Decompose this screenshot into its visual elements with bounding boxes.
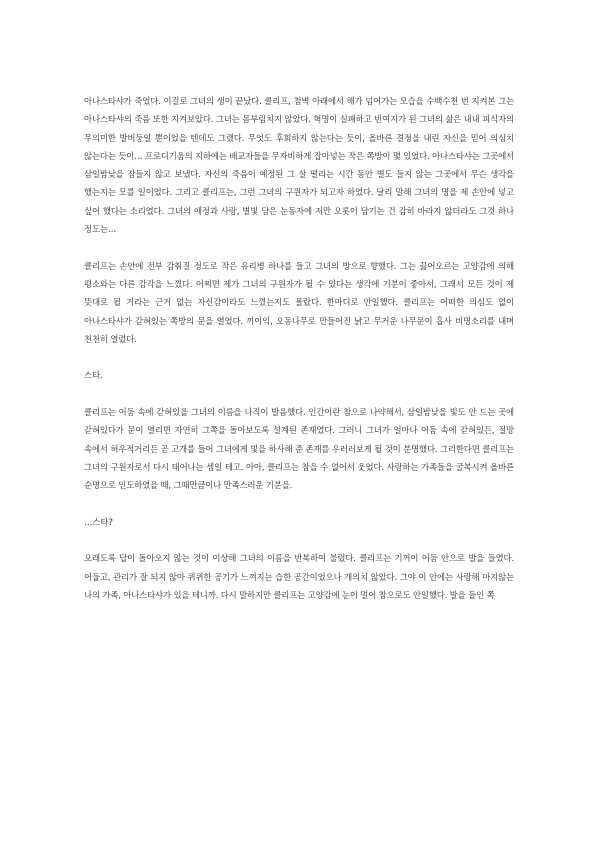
dialogue-line-1: 스타.: [84, 370, 103, 381]
document-body: [84, 92, 514, 604]
paragraph-2: 클리프는 손안에 전부 감춰질 정도로 작은 유리병 하나를 들고 그녀의 방으로 향했다. 그는 끓어오르는 고양감에 의해 평소와는 다른 감각을 느꼈다. 어찌면 제가 그녀의 구원자가 될 수 있다는 생각에 기분이 좋아서, 그래서 모든 것이 제 뜻대로 될 거라는 근거 없는 자신감이라도 느꼈는지도 몰랐다. 한마디로 안일했다. 클리프는 어떠한 의심도 없이 아나스타샤가 갇혀있는 쪽방의 문을 열었다. 끼이익, 오동나무로 만들어진 낡고 무거운 나무문이 흡사 비명소리를 내며 천천히 열렸다.: [84, 260, 514, 344]
paragraph-3: 클리프는 어둠 속에 갇혀있을 그녀의 이름을 나직이 발음했다. 인간이란 참으로 나약해서, 삼일밤낮을 빛도 안 드는 곳에 갇혀있다가 문이 열리면 자연히 그쪽을 돌아보도록 설계된 존재였다. 그러니 그녀가 얼마나 어둠 속에 갇혀있든, 절망 속에서 허우적거리든 곧 고개를 들어 그녀에게 빛을 하사해 준 존재를 우러러보게 될 것이 분명했다. 그리한다면 클리프는 그녀의 구원자로서 다시 태어나는 셈일 테고. 아아, 클리프는 참을 수 없어서 웃었다. 사랑하는 가족들을 굴복시켜 올바른 순명으로 인도하였을 때, 그때만큼이나 만족스러운 기분을.: [84, 407, 514, 491]
dialogue-line-2: …스타?: [84, 516, 114, 527]
paragraph-1: 아나스타샤가 죽었다. 이걸로 그녀의 생이 끝났다. 클리프, 첨벽 아래에서 해가 넘어가는 모습을 수백수천 번 지켜본 그는 아나스타샤의 죽음 또한 지켜보았다. 그녀는 몸부림치지 않았다. 혁명이 실패하고 빈여지가 된 그녀의 삶은 내내 피식자의 무의미한 발버둥일 뿐이었을 텐데도 그랬다. 무엇도 후회하지 않는다는 듯이, 올바른 결정을 내린 자신을 믿어 의심치 않는다는 듯이… 프로디기움의 지하에는 배교자들을 무자비하게 잡아넣는 작은 쪽방이 몇 있었다. 아나스타샤는 그곳에서 삼일밤낮을 잠들지 않고 보냈다. 자신의 죽음이 예정된 그 살 떨리는 시간 동안 별도 들지 않는 그곳에서 무슨 생각을 했는지는 모를 일이었다. 그리고 클리프는, 그런 그녀의 구원자가 되고자 하였다. 달리 말해 그녀의 명을 제 손안에 넣고 싶어 했다는 소리였다. 그녀의 애정과 사랑, 별빛 담은 눈동자에 저만 오롯이 담기는 건 감히 바라지 않더라도 그것 하나 정도는…: [84, 96, 514, 235]
paragraph-4: 오래도록 답이 돌아오지 않는 것이 이상해 그녀의 이름을 반복하여 불렀다. 클리프는 기꺼이 어둠 안으로 발을 들였다. 어둡고, 관리가 잘 되지 않아 퀴퀴한 공기가 느껴지는 습한 공간이었으나 개의치 않았다. 그야 이 안에는 사랑해 마지않는 나의 가족, 아나스타샤가 있을 테니까. 다시 말하지만 클리프는 고양감에 눈이 멀어 참으로도 안일했다. 발을 들인 쪽: [84, 553, 514, 601]
